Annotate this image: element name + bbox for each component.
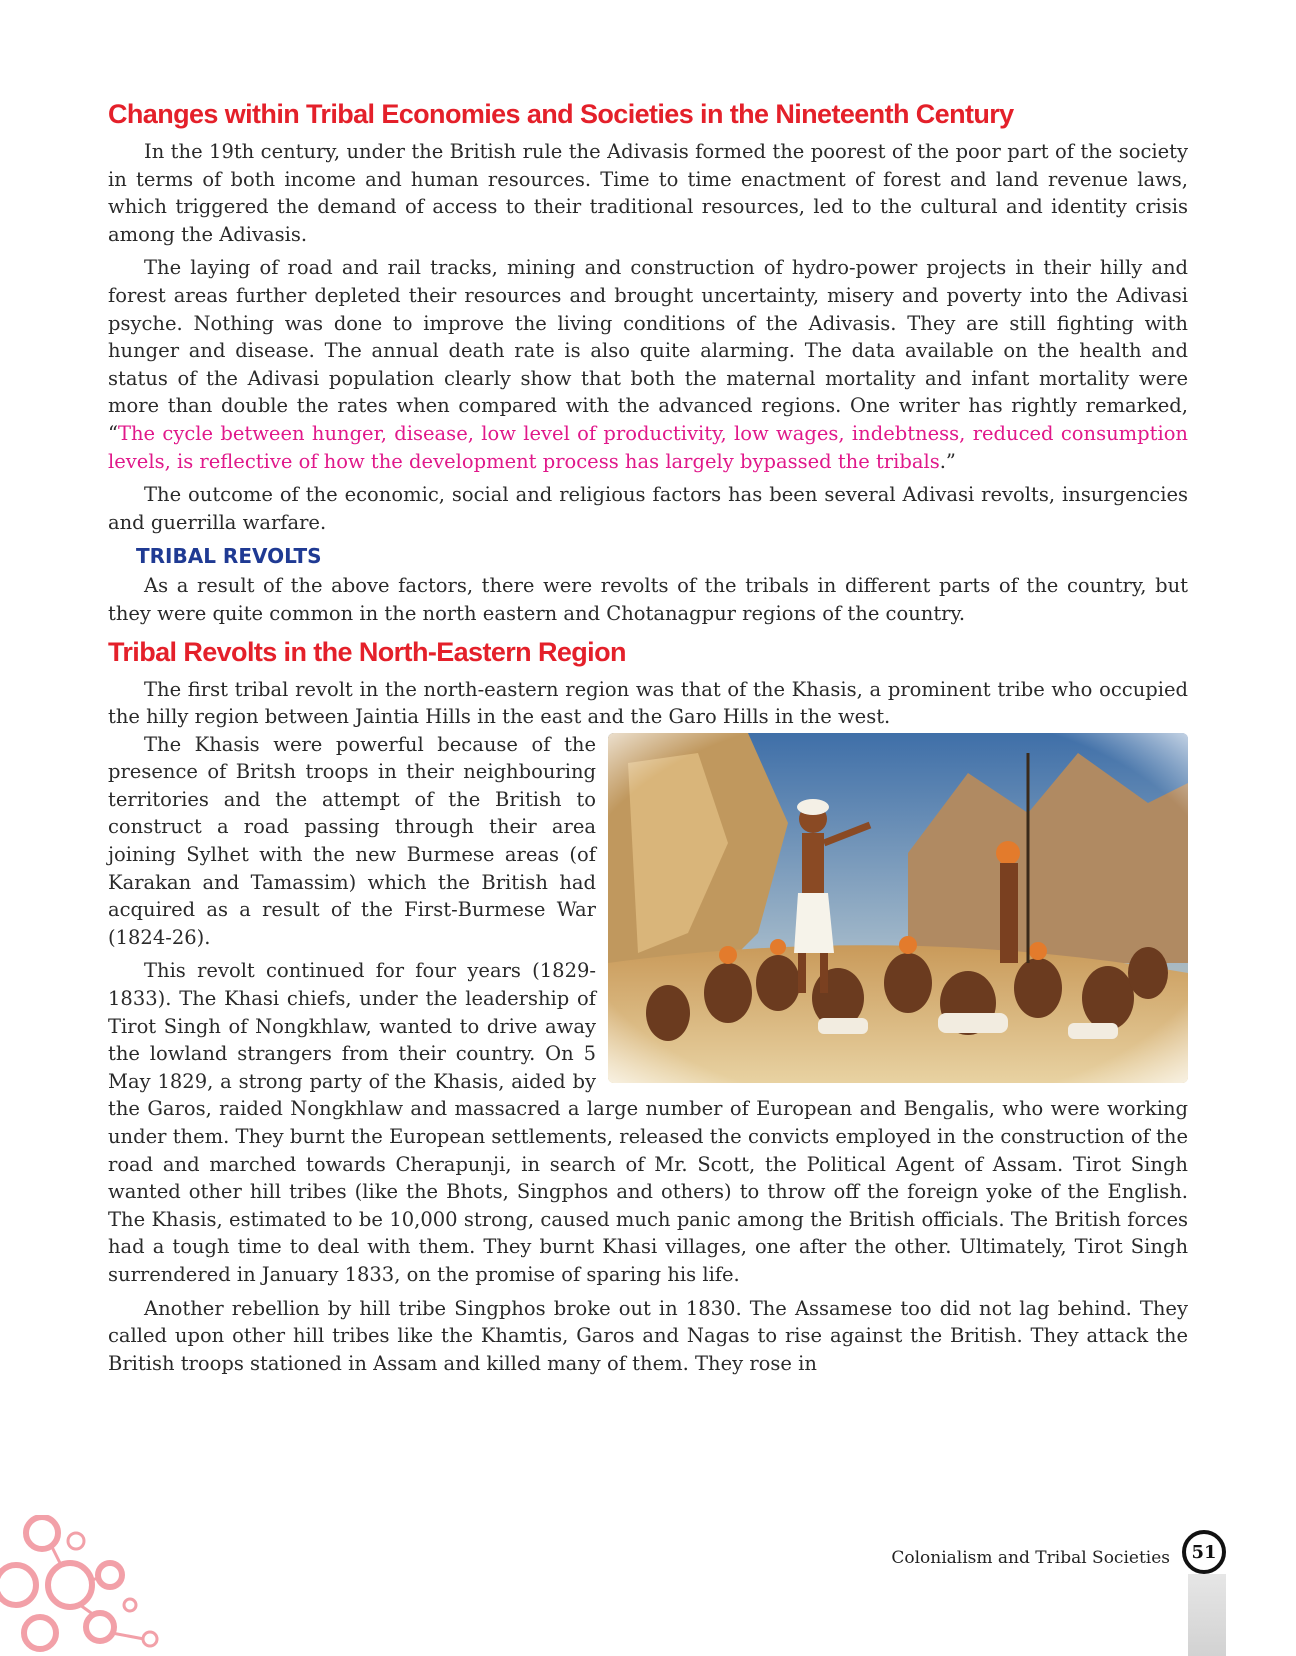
subheading-tribal-revolts: TRIBAL REVOLTS	[136, 544, 322, 569]
paragraph: In the 19th century, under the British rule the Adivasis formed the poorest of the poor part of the society in terms of both income and human resources. Time to time enactment of forest and land revenue laws, which triggered the demand of access to their traditional resources, led to the cultural and identity crisis among the Adivasis.	[108, 140, 1188, 246]
paragraph-text: The laying of road and rail tracks, mining and construction of hydro-power projects in their hilly and forest areas further depleted their resources and brought uncertainty, misery and poverty into the Adivasi psyche. Nothing was done to improve the living conditions of the Adivasis. They are still fighting with hunger and disease. The annual death rate is also quite alarming. The data available on the health and status of the Adivasi population clearly show that both the maternal mortality and infant mortality were more than double the rates when compared with the advanced regions. One writer has rightly remarked, “	[108, 256, 1188, 445]
paragraph-with-quote	[108, 254, 1188, 475]
footer-chapter-title: Colonialism and Tribal Societies	[891, 1548, 1170, 1568]
paragraph-text: .”	[939, 449, 956, 473]
paragraph: As a result of the above factors, there were revolts of the tribals in different parts of the country, but they were quite common in the north eastern and Chotanagpur regions of the country.	[108, 574, 1188, 625]
section-heading-north-eastern-region: Tribal Revolts in the North-Eastern Region	[108, 636, 626, 667]
paragraph: This revolt continued for four years (1829-1833). The Khasi chiefs, under the leadership of Tirot Singh of Nongkhlaw, wanted to drive away the lowland strangers from their country. On 5 May 1829, a strong party of the Khasis, aided by the Garos, raided Nongkhlaw and massacred a large number of European and Bengalis, who were working under them. They burnt the European settlements, released the convicts employed in the construction of the road and marched towards Cherapunji, in search of Mr. Scott, the Political Agent of Assam. Tirot Singh wanted other hill tribes (like the Bhots, Singphos and others) to throw off the foreign yoke of the English. The Khasis, estimated to be 10,000 strong, caused much panic among the British officials. The British forces had a tough time to deal with them. They burnt Khasi villages, one after the other. Ultimately, Tirot Singh surrendered in January 1833, on the promise of sparing his life.	[108, 959, 1188, 1286]
paragraph: The Khasis were powerful because of the presence of Britsh troops in their neighbouring territories and the attempt of the British to construct a road passing through their area joining Sylhet with the new Burmese areas (of Karakan and Tamassim) which the British had acquired as a result of the First-Burmese War (1824-26).	[108, 732, 596, 949]
paragraph: The first tribal revolt in the north-eastern region was that of the Khasis, a prominent tribe who occupied the hilly region between Jaintia Hills in the east and the Garo Hills in the west.	[108, 677, 1188, 729]
bubble-chain-decoration	[0, 1515, 180, 1656]
page-edge-strip	[1188, 1574, 1226, 1656]
page-number: 51	[1182, 1530, 1226, 1574]
section-heading-tribal-economies: Changes within Tribal Economies and Societies in the Nineteenth Century	[108, 99, 1014, 129]
paragraph: Another rebellion by hill tribe Singphos broke out in 1830. The Assamese too did not lag behind. They called upon other hill tribes like the Khamtis, Garos and Nagas to rise against the British. They attack the British troops stationed in Assam and killed many of them. They rose in	[108, 1296, 1188, 1375]
highlighted-quote: The cycle between hunger, disease, low level of productivity, low wages, indebtness, reduced consumption levels, is reflective of how the development process has largely bypassed the tribals	[108, 421, 1188, 473]
page-content	[108, 96, 1188, 1383]
tribal-gathering-illustration	[608, 733, 1188, 1083]
paragraph: The outcome of the economic, social and religious factors has been several Adivasi revolts, insurgencies and guerrilla warfare.	[108, 483, 1188, 534]
